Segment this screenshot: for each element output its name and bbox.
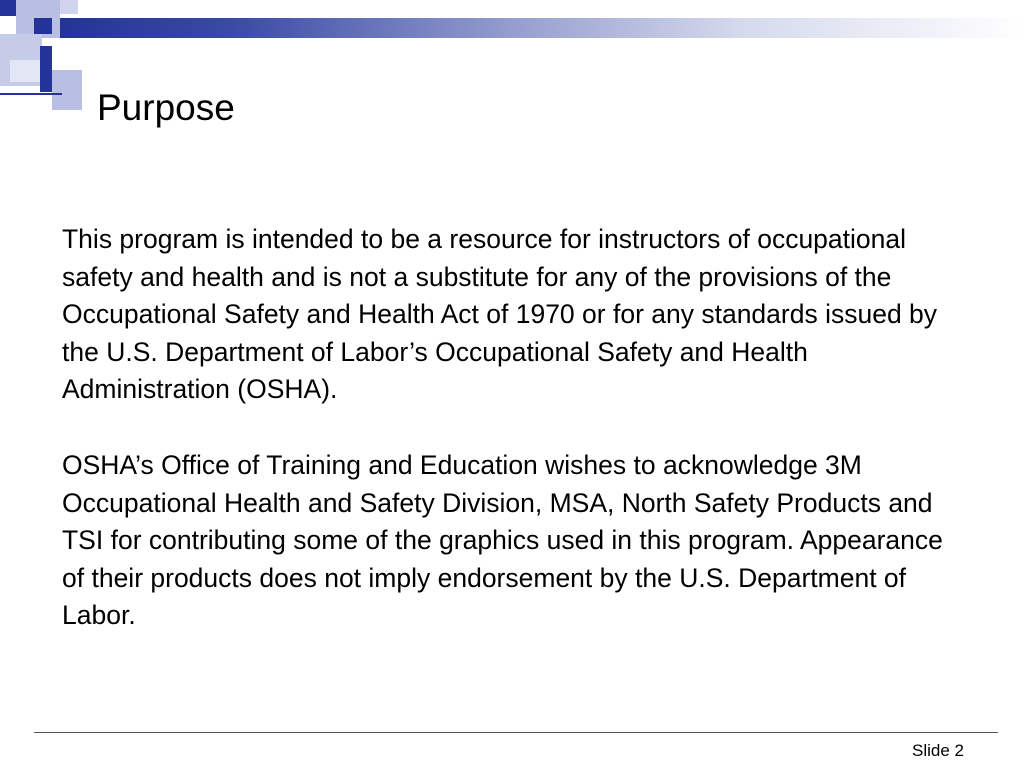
slide-body [62, 221, 972, 673]
deco-square [52, 70, 82, 110]
deco-square [10, 60, 40, 82]
deco-square [60, 0, 78, 14]
deco-square [40, 46, 52, 92]
deco-square [0, 0, 16, 16]
title-accent-line [0, 93, 62, 95]
top-gradient-banner [60, 18, 1024, 38]
deco-square [34, 18, 52, 34]
footer-divider [34, 732, 998, 733]
decorative-squares-logo [0, 0, 100, 115]
paragraph-disclaimer: This program is intended to be a resource for instructors of occupational safety and health and is not a substitute for any of the provisions of the Occupational Safety and Health Act of 1970 or for any standards issued by the U.S. Department of Labor’s Occupational Safety and Health Administration (OSHA). [62, 224, 938, 405]
paragraph-acknowledgement: OSHA’s Office of Training and Education wishes to acknowledge 3M Occupational Health and Safety Division, MSA, North Safety Products and TSI for contributing some of the graphics used in this program. Appearance of their products does not imply endorsement by the U.S. Department of Labor. [62, 449, 943, 631]
slide-title: Purpose [97, 87, 235, 128]
slide-number: Slide 2 [912, 741, 964, 760]
